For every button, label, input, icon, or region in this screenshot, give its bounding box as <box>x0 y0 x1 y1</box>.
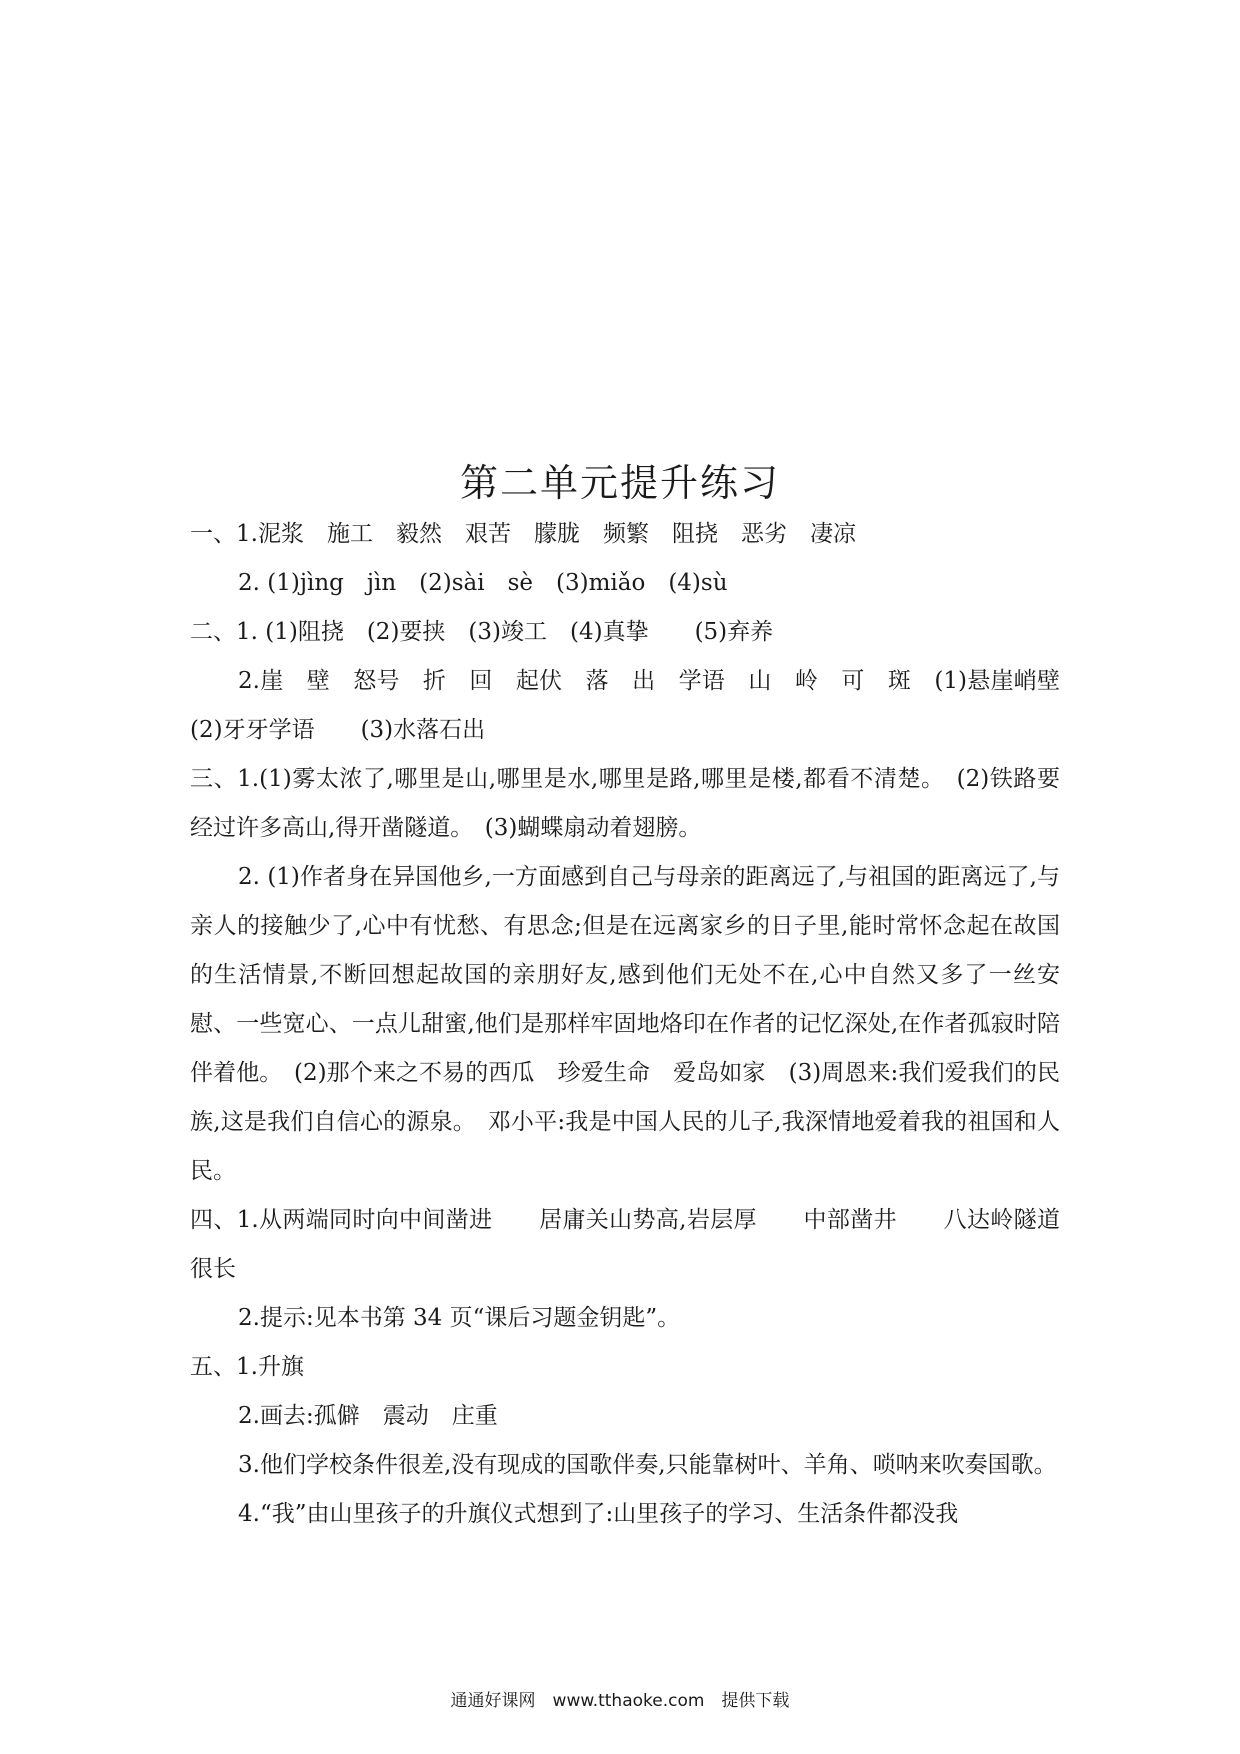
answer-line: 五、1.升旗 <box>190 1354 304 1380</box>
answer-line: 2.崖 壁 怒号 折 回 起伏 落 出 学语 山 岭 可 斑 (1)悬崖峭壁 (2)牙牙学语 (3)水落石出 <box>190 668 1083 743</box>
answer-content <box>190 510 1083 1539</box>
footer-source: 通通好课网 www.tthaoke.com 提供下载 <box>450 1691 790 1711</box>
answer-line: 2.画去:孤僻 震动 庄重 <box>238 1403 498 1429</box>
answer-line: 2.提示:见本书第 34 页“课后习题金钥匙”。 <box>238 1305 681 1331</box>
answer-line: 2. (1)作者身在异国他乡,一方面感到自己与母亲的距离远了,与祖国的距离远了,与亲人的接触少了,心中有忧愁、有思念;但是在远离家乡的日子里,能时常怀念起在故国的生活情景,不断回想起故国的亲朋好友,感到他们无处不在,心中自然又多了一丝安慰、一些宽心、一点儿甜蜜,他们是那样牢固地烙印在作者的记忆深处,在作者孤寂时陪伴着他。 (2)那个来之不易的西瓜 珍爱生命 爱岛如家 (3)周恩来:我们爱我们的民族,这是我们自信心的源泉。 邓小平:我是中国人民的儿子,我深情地爱着我的祖国和人民。 <box>190 864 1060 1184</box>
answer-line: 二、1. (1)阻挠 (2)要挟 (3)竣工 (4)真挚 (5)弃养 <box>190 619 774 645</box>
answer-line: 2. (1)jìng jìn (2)sài sè (3)miǎo (4)sù <box>238 570 728 596</box>
answer-line: 4.“我”由山里孩子的升旗仪式想到了:山里孩子的学习、生活条件都没我 <box>238 1501 959 1527</box>
answer-line: 四、1.从两端同时向中间凿进 居庸关山势高,岩层厚 中部凿井 八达岭隧道很长 <box>190 1207 1060 1282</box>
answer-line: 一、1.泥浆 施工 毅然 艰苦 朦胧 频繁 阻挠 恶劣 凄凉 <box>190 521 856 547</box>
answer-line: 三、1.(1)雾太浓了,哪里是山,哪里是水,哪里是路,哪里是楼,都看不清楚。 (2)铁路要经过许多高山,得开凿隧道。 (3)蝴蝶扇动着翅膀。 <box>190 766 1060 841</box>
answer-line: 3.他们学校条件很差,没有现成的国歌伴奏,只能靠树叶、羊角、唢呐来吹奏国歌。 <box>238 1452 1057 1478</box>
page-title: 第二单元提升练习 <box>459 461 780 505</box>
